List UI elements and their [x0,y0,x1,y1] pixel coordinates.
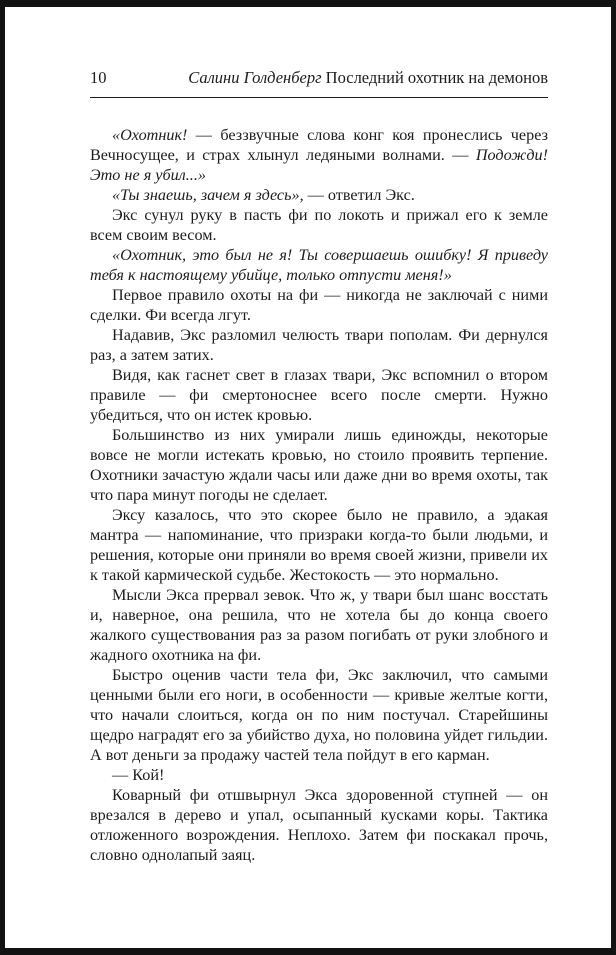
paragraph [90,365,548,425]
paragraph [90,585,548,665]
paragraph [90,425,548,505]
narration-text: Быстро оценив части тела фи, Экс заключил, что самыми ценными были его ноги, в особенности — кривые желтые когти, что начали слоиться, когда он по ним постучал. Старейшины щедро наградят его за убийство духа, но половина уйдет гильдии. А вот деньги за продажу частей тела пойдут в его карман. [90,666,548,764]
running-title [188,68,548,88]
book-title: Последний охотник на демонов [325,68,548,87]
dialogue-text: «Ты знаешь, зачем я здесь», [112,186,304,204]
paragraph [90,185,548,205]
narration-text: Надавив, Экс разломил челюсть твари пополам. Фи дернулся раз, а затем затих. [90,326,548,364]
dialogue-text: «Охотник! [112,126,188,144]
narration-text: — Кой! [112,766,165,784]
paragraph [90,245,548,285]
narration-text: Мысли Экса прервал зевок. Что ж, у твари был шанс восстать и, наверное, она решила, что не хотела бы до конца своего жалкого существования раз за разом погибать от руки злобного и жадного охотника на фи. [90,586,548,664]
narration-text: — беззвучные слова конг коя пронеслись через Вечносущее, и страх хлынул ледяными волнами. — [90,126,548,164]
paragraph [90,765,548,785]
narration-text: Видя, как гаснет свет в глазах твари, Экс вспомнил о втором правиле — фи смертоноснее всего после смерти. Нужно убедиться, что он истек кровью. [90,366,548,424]
paragraph [90,505,548,585]
book-page [5,7,611,948]
author-name: Салини Голденберг [188,68,322,87]
running-header [90,68,548,98]
narration-text: Большинство из них умирали лишь единожды, некоторые вовсе не могли истекать кровью, но стоило проявить терпение. Охотники зачастую ждали часы или даже дни во время охоты, так что пара минут погоды не сделает. [90,426,548,504]
page-number: 10 [90,68,107,87]
paragraph [90,665,548,765]
paragraph [90,785,548,865]
paragraph [90,125,548,185]
dialogue-text: Подожди! Это не я убил...» [90,146,548,184]
narration-text: Первое правило охоты на фи — никогда не заключай с ними сделки. Фи всегда лгут. [90,286,548,324]
paragraph [90,205,548,245]
narration-text: Экс сунул руку в пасть фи по локоть и прижал его к земле всем своим весом. [90,206,548,244]
dialogue-text: «Охотник, это был не я! Ты совершаешь ошибку! Я приведу тебя к настоящему убийце, только отпусти меня!» [90,246,548,284]
paragraph [90,285,548,325]
narration-text: Эксу казалось, что это скорее было не правило, а эдакая мантра — напоминание, что призраки когда-то были людьми, и решения, которые они приняли во время своей жизни, привели их к такой кармической судьбе. Жестокость — это нормально. [90,506,548,584]
paragraph [90,325,548,365]
body-text [90,125,548,865]
narration-text: Коварный фи отшвырнул Экса здоровенной ступней — он врезался в дерево и упал, осыпанный кусками коры. Тактика отложенного возрождения. Неплохо. Затем фи поскакал прочь, словно однолапый заяц. [90,786,548,864]
narration-text: — ответил Экс. [303,186,415,204]
